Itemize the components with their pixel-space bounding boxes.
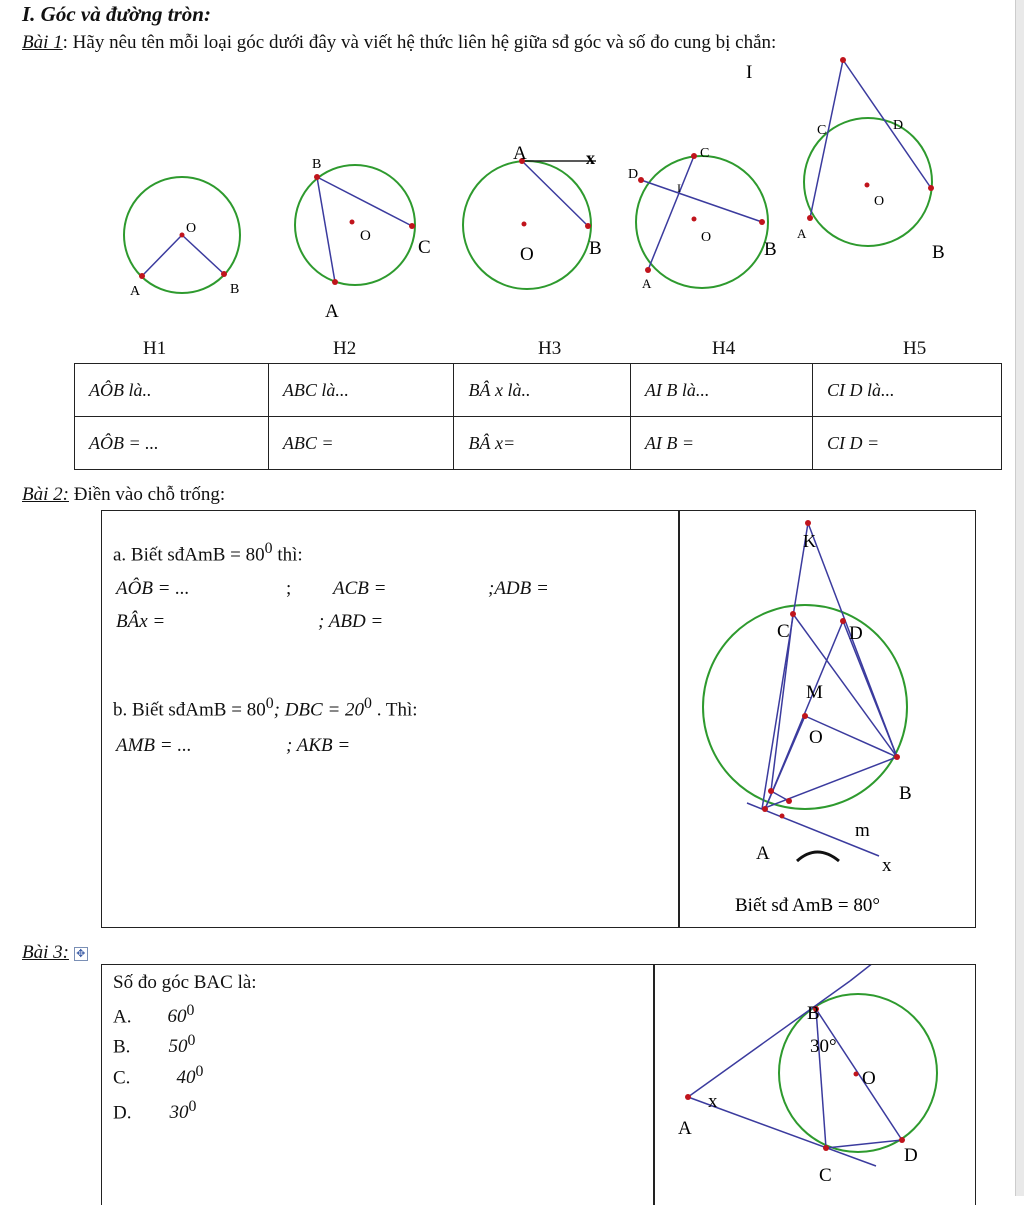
bai2-b-tail: . Thì:	[371, 699, 418, 721]
figure-h4	[628, 146, 777, 291]
bai2-a-l1-sep1: ;	[286, 578, 292, 599]
h3-label-o: O	[520, 244, 534, 265]
angle-table	[74, 363, 1002, 470]
vertical-scrollbar[interactable]	[1015, 0, 1024, 1196]
bai3-figure	[654, 965, 972, 1196]
bai1-label: Bài 1	[22, 32, 63, 53]
h5-label-b: B	[932, 242, 945, 263]
bai2-figure	[679, 511, 973, 925]
option-value: 50	[168, 1036, 188, 1058]
option-sup: 0	[187, 1032, 196, 1049]
option-letter: D.	[113, 1102, 132, 1124]
bai2-a-tail: thì:	[272, 544, 303, 566]
table-cell: ABC là...	[268, 364, 454, 417]
bai2-caption: Biết sđ AmB = 80°	[735, 895, 880, 916]
bai2-label-m-small: m	[855, 820, 870, 841]
option-value: 30	[169, 1102, 189, 1124]
bai2-label-m: M	[806, 682, 823, 703]
h4-label-i: I	[677, 181, 681, 195]
option-value: 40	[176, 1067, 196, 1089]
h1-label-o: O	[186, 221, 197, 236]
header-h2: H2	[333, 338, 357, 359]
h5-label-c: C	[817, 123, 827, 138]
option-letter: B.	[113, 1036, 131, 1058]
option-sup: 0	[195, 1063, 204, 1080]
bai2-label-d: D	[849, 623, 863, 644]
table-cell: AÔB = ...	[75, 417, 269, 470]
move-handle-icon[interactable]: ✥	[74, 947, 88, 961]
h1-label-b: B	[230, 282, 240, 297]
option-sup: 0	[188, 1098, 197, 1115]
table-cell: BÂ x=	[454, 417, 630, 470]
figure-h2	[295, 157, 431, 322]
header-h3: H3	[538, 338, 562, 359]
bai1-text: : Hãy nêu tên mỗi loại góc dưới đây và viết hệ thức liên hệ giữa sđ góc và số đo cung bị chắn:	[62, 32, 777, 53]
bai2-a-l1-c1: AÔB = ...	[116, 578, 190, 599]
section-title: I. Góc và đường tròn:	[22, 2, 211, 26]
table-cell: BÂ x là..	[454, 364, 630, 417]
h5-label-d: D	[893, 118, 904, 133]
h5-label-i: I	[746, 62, 753, 83]
h2-label-o: O	[360, 228, 371, 244]
bai2-a-intro	[113, 540, 303, 566]
bai2-a-l1-c2: ACB =	[333, 578, 387, 599]
option-sup: 0	[186, 1002, 195, 1019]
h3-label-x: x	[586, 148, 595, 168]
bai2-label-b: B	[899, 783, 912, 804]
bai3-label-x: x	[708, 1091, 718, 1112]
table-cell: CI D =	[812, 417, 1001, 470]
h1-label-a: A	[130, 284, 141, 299]
bai3-label-b: B	[807, 1003, 820, 1024]
figure-h3	[463, 143, 602, 289]
h4-label-o: O	[701, 230, 712, 245]
table-cell: AÔB là..	[75, 364, 269, 417]
bai2-text: Điền vào chỗ trống:	[68, 484, 226, 505]
bai2-a-sup: 0	[264, 540, 273, 557]
table-cell: ABC =	[268, 417, 454, 470]
bai2-a-l2-c2: ; ABD =	[318, 611, 384, 632]
bai2-b-sup: 0	[265, 695, 274, 712]
bai2-b-sup2: 0	[364, 695, 372, 712]
h3-label-b: B	[589, 238, 602, 259]
bai3-label-o: O	[862, 1068, 876, 1089]
bai2-label-a: A	[756, 843, 770, 864]
h4-label-d: D	[628, 167, 639, 182]
table-cell: CI D là...	[812, 364, 1001, 417]
bai3-option-c	[113, 1063, 203, 1089]
bai3-option-d	[113, 1098, 196, 1124]
bai2-a-l1-c3: ;ADB =	[488, 578, 549, 599]
bai2-b-intro	[113, 695, 418, 721]
h5-label-a: A	[797, 226, 807, 241]
header-h5: H5	[903, 338, 927, 359]
bai3-label-d: D	[904, 1145, 918, 1166]
bai3-label: Bài 3:	[22, 942, 69, 963]
table-cell: AI B là...	[630, 364, 812, 417]
bai2-b-intro-text: b. Biết sđAmB = 80	[113, 699, 266, 721]
h4-label-a: A	[642, 276, 652, 291]
header-h1: H1	[143, 338, 167, 359]
h2-label-c: C	[418, 237, 431, 258]
table-row	[75, 364, 1002, 417]
h4-label-b: B	[764, 239, 777, 260]
bai3-label-c: C	[819, 1165, 832, 1186]
h3-label-a: A	[513, 143, 527, 164]
bai3-option-a	[113, 1002, 194, 1028]
bai2-label-o: O	[809, 727, 823, 748]
bai2-label: Bài 2:	[22, 484, 69, 505]
bai2-a-intro-text: a. Biết sđAmB = 80	[113, 544, 265, 566]
bai3-option-b	[113, 1032, 195, 1058]
bai3-heading	[22, 942, 88, 964]
header-h4: H4	[712, 338, 736, 359]
h2-label-b: B	[312, 157, 322, 172]
bai2-label-x: x	[882, 855, 892, 876]
h4-label-c: C	[700, 146, 710, 161]
figure-h1	[124, 177, 240, 299]
option-value: 60	[167, 1006, 187, 1028]
table-cell: AI B =	[630, 417, 812, 470]
option-letter: C.	[113, 1067, 131, 1089]
bai2-b-mid: ; DBC = 20	[273, 699, 365, 721]
bai1-figures	[0, 50, 1015, 330]
option-letter: A.	[113, 1006, 132, 1028]
bai2-b-l1-c1: AMB = ...	[116, 735, 192, 756]
bai3-question: Số đo góc BAC là:	[113, 972, 257, 993]
figure-h5	[746, 57, 945, 263]
bai2-a-l2-c1: BÂx =	[116, 611, 166, 632]
bai2-b-l1-c2: ; AKB =	[286, 735, 351, 756]
bai3-label-angle: 30°	[810, 1036, 837, 1057]
table-row	[75, 417, 1002, 470]
bai2-heading	[22, 484, 225, 506]
bai2-label-c: C	[777, 621, 790, 642]
bai3-label-a: A	[678, 1118, 692, 1139]
bai2-label-k: K	[803, 531, 816, 551]
h5-label-o: O	[874, 194, 885, 209]
h2-label-a: A	[325, 301, 339, 322]
